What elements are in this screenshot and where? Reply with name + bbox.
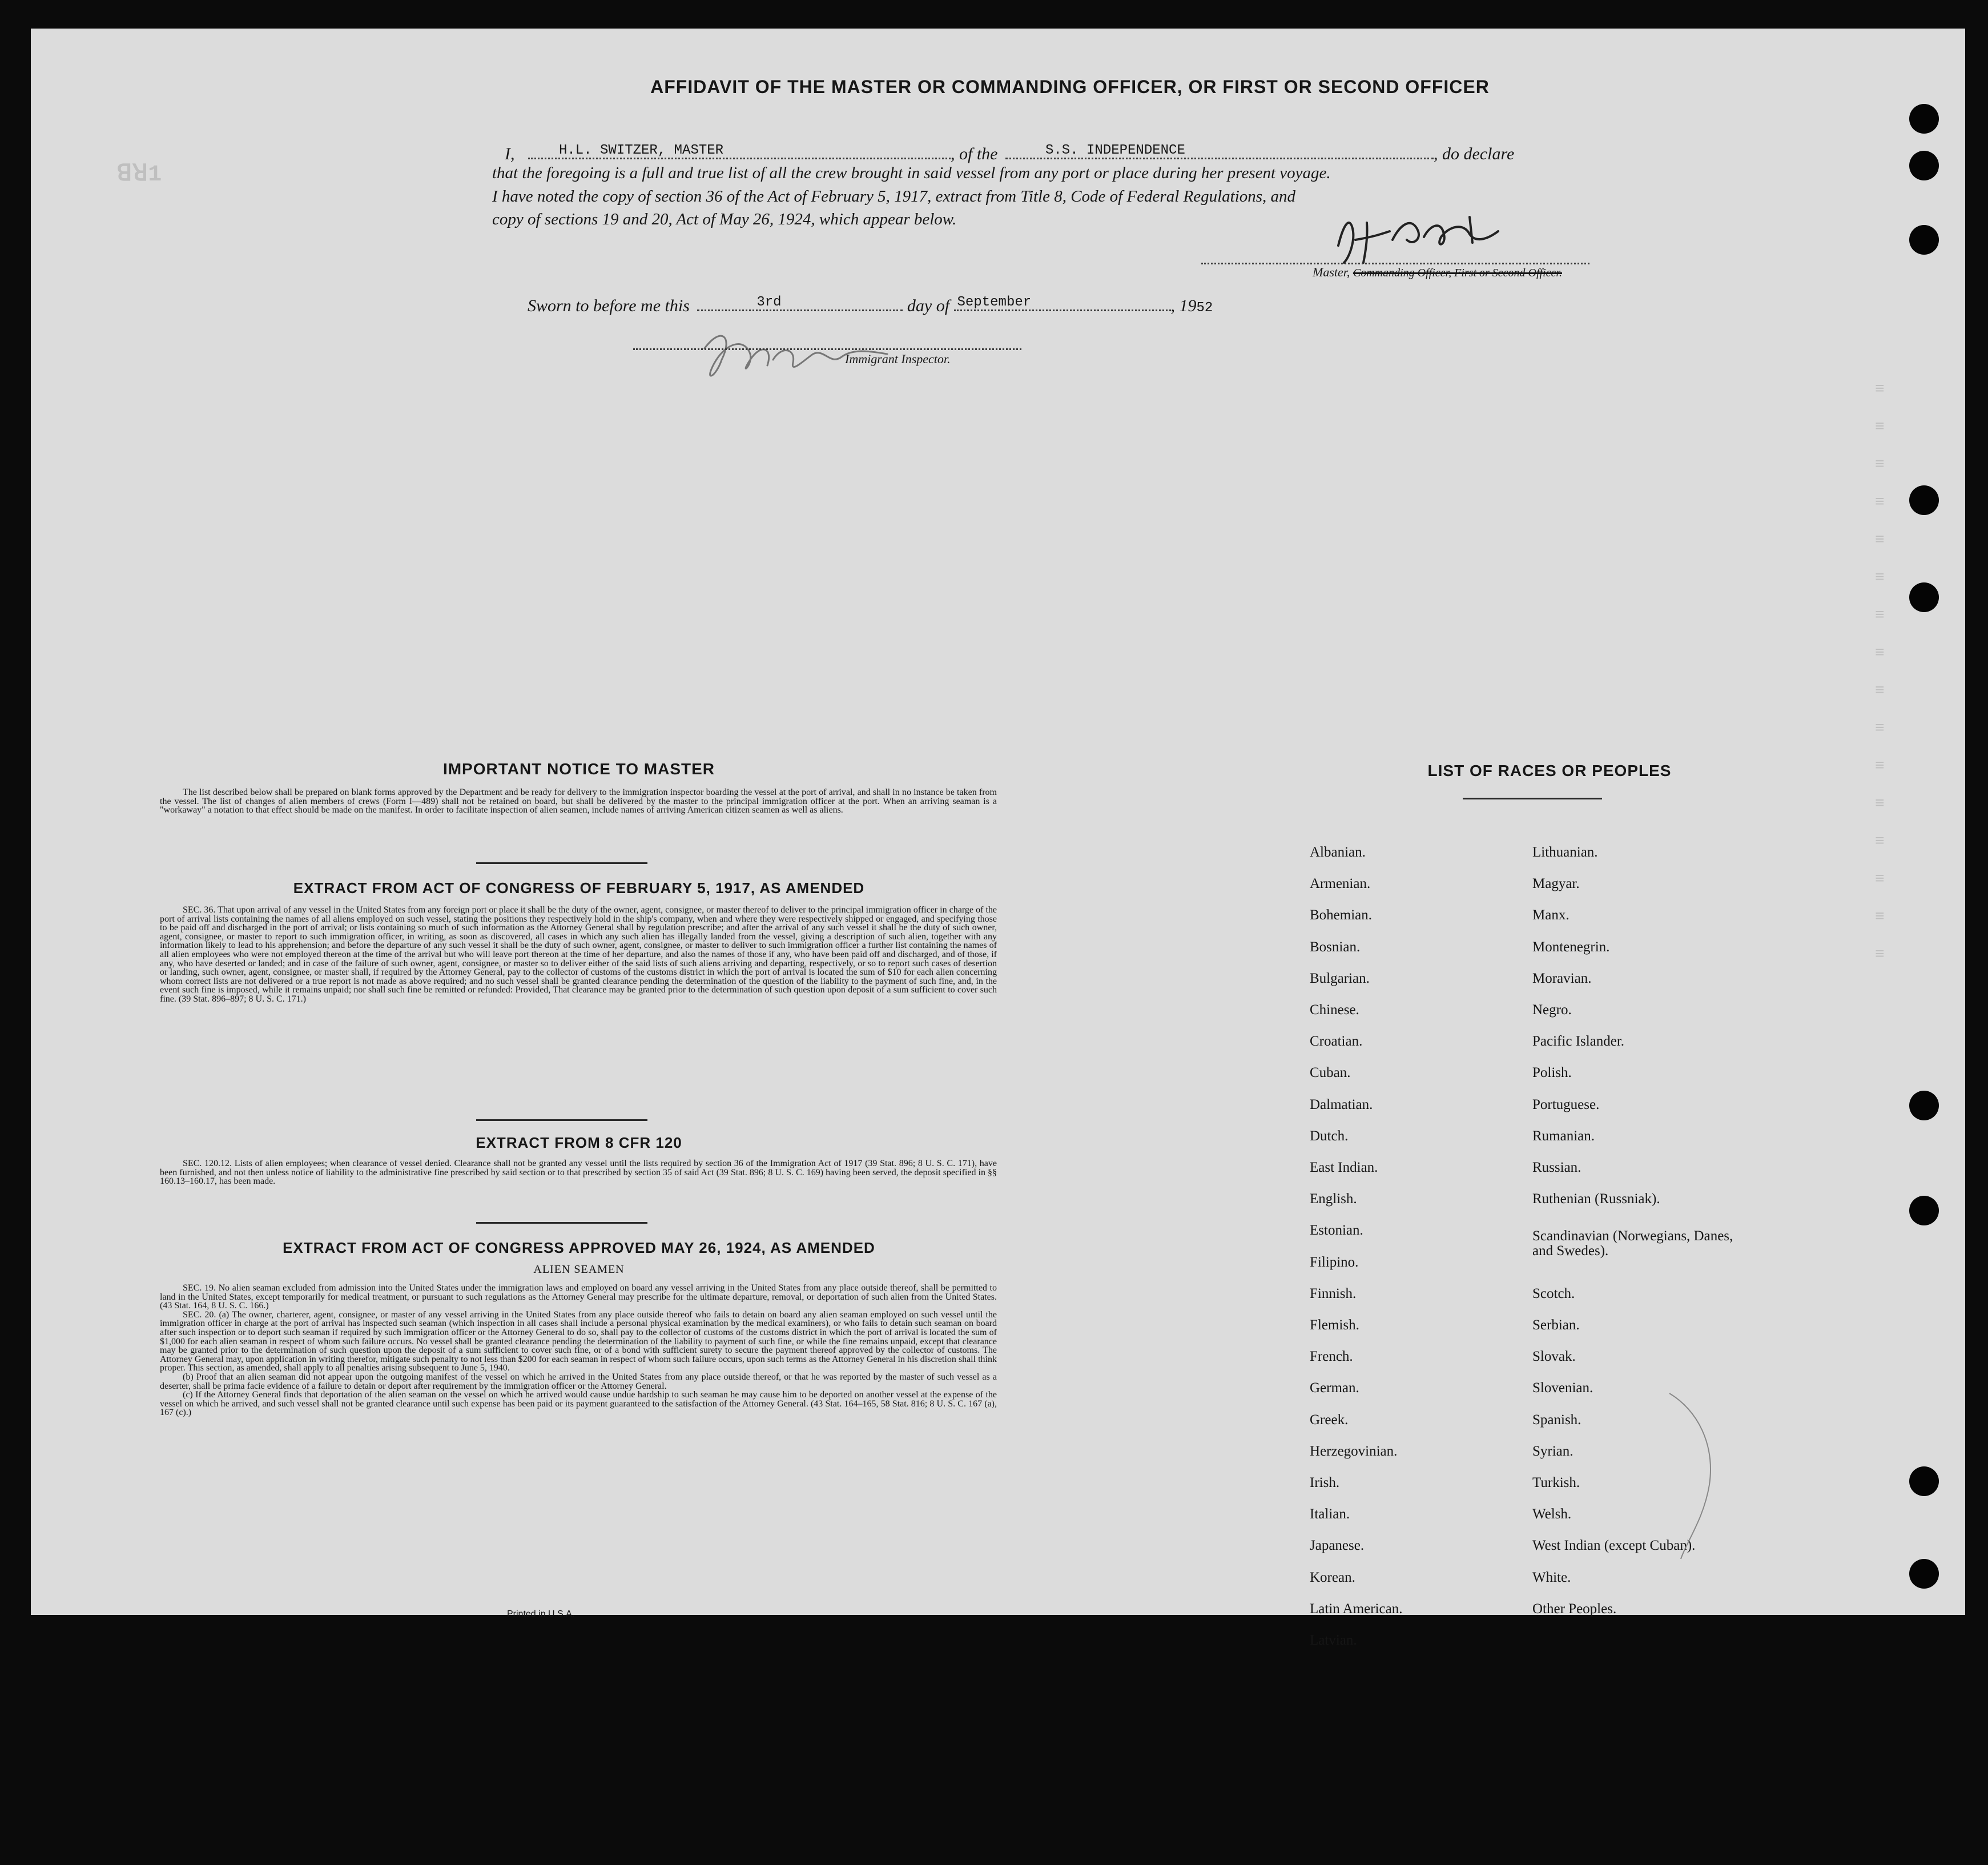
affidavit-line-1: [505, 140, 1589, 164]
punch-hole: [1909, 1466, 1939, 1496]
race-item: Filipino.: [1310, 1255, 1359, 1270]
master-label: Master,: [1313, 265, 1350, 279]
alien-seamen-subtitle: ALIEN SEAMEN: [533, 1263, 625, 1276]
race-item: Bohemian.: [1310, 907, 1373, 923]
struck-officer-title: Commanding Officer, First or Second Officer.: [1353, 267, 1562, 279]
extract-1924-body: [160, 1284, 997, 1417]
section-divider: [476, 1119, 647, 1121]
race-item: Pacific Islander.: [1532, 1034, 1625, 1049]
printed-in-usa: Printed in U.S.A.: [507, 1609, 575, 1619]
race-item: Russian.: [1532, 1160, 1581, 1175]
race-item: Finnish.: [1310, 1286, 1357, 1301]
day-value: 3rd: [756, 295, 782, 310]
race-item: German.: [1310, 1380, 1359, 1396]
vessel-name-value: S.S. INDEPENDENCE: [1045, 143, 1185, 158]
year-prefix: , 19: [1170, 296, 1197, 315]
race-item: Ruthenian (Russniak).: [1532, 1191, 1660, 1207]
punch-hole: [1909, 1091, 1939, 1120]
sec-20b-paragraph: (b) Proof that an alien seaman did not appear upon the outgoing manifest of the vessel on which he arrived in the United States from any place outside thereof, or that he was reported by the master of such vessel as a deserter, shall be prima facie evidence of a failure to detain or deport after requirement by the immigration officer or the Attorney General.: [160, 1372, 997, 1391]
form-page: [31, 29, 1965, 1648]
race-item: Serbian.: [1532, 1317, 1580, 1333]
race-item: Magyar.: [1532, 876, 1580, 891]
race-item: West Indian (except Cuban).: [1532, 1538, 1696, 1553]
race-item: Herzegovinian.: [1310, 1444, 1398, 1459]
race-item: Cuban.: [1310, 1065, 1351, 1080]
race-item: Flemish.: [1310, 1317, 1359, 1333]
race-item: Slovak.: [1532, 1349, 1576, 1364]
race-item: Portuguese.: [1532, 1097, 1600, 1112]
punch-hole: [1909, 104, 1939, 134]
race-item: Spanish.: [1532, 1412, 1581, 1428]
master-name-field: [528, 140, 951, 159]
punch-hole: [1909, 1559, 1939, 1589]
punch-hole: [1909, 225, 1939, 255]
race-item: Italian.: [1310, 1506, 1350, 1522]
extract-cfr-body: [160, 1159, 997, 1186]
affidavit-line-2: that the foregoing is a full and true list of all the crew brought in said vessel from any port or place during her present voyage.: [492, 164, 1331, 182]
signature-caption: [1313, 265, 1562, 280]
punch-hole: [1909, 151, 1939, 180]
affidavit-line-3: I have noted the copy of section 36 of the Act of February 5, 1917, extract from Title 8, Code of Federal Regulations, and: [492, 187, 1296, 206]
race-item: Bulgarian.: [1310, 971, 1370, 986]
notice-title: IMPORTANT NOTICE TO MASTER: [442, 760, 715, 778]
race-item: Croatian.: [1310, 1034, 1363, 1049]
race-item: Moravian.: [1532, 971, 1592, 986]
sec-19-paragraph: SEC. 19. No alien seaman excluded from admission into the United States under the immigration laws and employed on board any vessel arriving in the United States from any place outside thereof, shall be permitted to land in the United States, except temporarily for medical treatment, or pursuant to such regulations as the Attorney General may prescribe for the ultimate departure, removal, or deportation of such alien from the United States. (43 Stat. 164, 8 U. S. C. 166.): [160, 1283, 997, 1311]
inspector-line: [633, 348, 1021, 350]
race-item: Rumanian.: [1532, 1128, 1595, 1144]
race-item: French.: [1310, 1349, 1353, 1364]
affidavit-title: AFFIDAVIT OF THE MASTER OR COMMANDING OFFICER, OR FIRST OR SECOND OFFICER: [650, 77, 1490, 97]
extract-cfr-title: EXTRACT FROM 8 CFR 120: [476, 1134, 682, 1151]
sworn-text: Sworn to before me this: [528, 296, 690, 315]
affidavit-line-4: copy of sections 19 and 20, Act of May 26, 1924, which appear below.: [492, 210, 957, 228]
section-divider: [476, 1222, 647, 1224]
race-item: Slovenian.: [1532, 1380, 1593, 1396]
race-item: Scotch.: [1532, 1286, 1575, 1301]
vessel-name-field: [1005, 140, 1434, 159]
month-field: [954, 292, 1171, 311]
extract-1917-title: EXTRACT FROM ACT OF CONGRESS OF FEBRUARY 5, 1917, AS AMENDED: [293, 879, 865, 897]
of-the-text: , of the: [951, 144, 998, 163]
sec-120-paragraph: SEC. 120.12. Lists of alien employees; when clearance of vessel denied. Clearance shall not be granted any vessel until the lists required by section 36 of the Immigration Act of 1917 (39 Stat. 896; 8 U. S. C. 171), have been furnished, and not then unless notice of liability to the administrative fine prescribed by said section or to that prescribed by section 35 of said Act (39 Stat. 896; 8 U. S. C. 169) having been served, the deposit specified in §§ 160.13–160.17, has been made.: [160, 1159, 997, 1187]
race-item: Irish.: [1310, 1475, 1340, 1490]
race-item: Latvian.: [1310, 1633, 1357, 1648]
race-item: Korean.: [1310, 1570, 1355, 1585]
year-value: 52: [1196, 300, 1213, 316]
race-item: Negro.: [1532, 1002, 1572, 1018]
race-item: Manx.: [1532, 907, 1570, 923]
section-divider: [476, 862, 647, 864]
race-item: Greek.: [1310, 1412, 1349, 1428]
day-field: [697, 292, 903, 311]
day-of-text: day of: [907, 296, 950, 315]
notice-body: [160, 788, 997, 815]
race-item: Scandinavian (Norwegians, Danes, and Swedes).: [1532, 1228, 1733, 1259]
bleed-through-column: ≡ ≡ ≡ ≡ ≡ ≡ ≡ ≡ ≡ ≡ ≡ ≡ ≡ ≡ ≡ ≡: [1875, 381, 1885, 964]
race-item: Albanian.: [1310, 845, 1366, 860]
race-item: White.: [1532, 1570, 1571, 1585]
inspector-label: Immigrant Inspector.: [845, 352, 951, 366]
punch-hole: [1909, 485, 1939, 515]
race-item: Latin American.: [1310, 1601, 1403, 1617]
races-divider: [1463, 798, 1602, 799]
race-item: Estonian.: [1310, 1223, 1363, 1238]
sec-20c-paragraph: (c) If the Attorney General finds that deportation of the alien seaman on the vessel on which he arrived would cause undue hardship to such seaman he may cause him to be deported on another vessel at the expense of the vessel on which he arrived, and such vessel shall not be granted clearance until such expense has been paid or its payment guaranteed to the satisfaction of the Attorney General. (43 Stat. 164–165, 58 Stat. 816; 8 U. S. C. 167 (a), 167 (c).): [160, 1390, 997, 1418]
race-item: English.: [1310, 1191, 1357, 1207]
race-item: Welsh.: [1532, 1506, 1572, 1522]
race-item: Armenian.: [1310, 876, 1371, 891]
pencil-mark: [1647, 1388, 1738, 1570]
race-item: Turkish.: [1532, 1475, 1580, 1490]
month-value: September: [957, 295, 1032, 310]
signature-line: [1201, 263, 1589, 264]
extract-1924-title: EXTRACT FROM ACT OF CONGRESS APPROVED MAY 26, 1924, AS AMENDED: [283, 1239, 875, 1256]
punch-hole: [1909, 582, 1939, 612]
sec-36-paragraph: SEC. 36. That upon arrival of any vessel in the United States from any foreign port or place it shall be the duty of the owner, agent, consignee, or master thereof to deliver to the principal immigration officer in charge of the port of arrival lists containing the names of all aliens employed on such vessel, stating the positions they respectively hold in the ship's company, when and where they were respectively shipped or engaged, and specifying those to be paid off and discharged in the port of arrival; or lists containing so much of such information as the Attorney General shall by regulation prescribe; and after the arrival of any such vessel it shall be the duty of such owner, agent, consignee, or master to report to such immigration officer, in writing, as soon as discovered, all cases in which any such alien has illegally landed from the vessel, giving a description of such alien, together with any information likely to lead to his apprehension; and before the departure of any such vessel it shall be the duty of such owner, agent, consignee, or master to deliver to such immigration officer a further list containing the names of all alien employees who were not employed thereon at the time of the arrival but who will leave port thereon at the time of her departure, and also the names of those if any, who have been paid off and discharged, and of those, if any, who have deserted or landed; and in case of the failure of such owner, agent, consignee, or master so to deliver either of the said lists of such aliens arriving and departing, respectively, or so to report such cases of desertion or landing, such owner, agent, consignee, or master shall, if required by the Attorney General, pay to the collector of customs of the customs district in which the port of arrival is located the sum of $10 for each alien concerning whom correct lists are not delivered or a true report is not made as above required; and no such vessel shall be granted clearance pending the determination of the question of the liability to the payment of such fine, and, in the event such fine is imposed, while it remains unpaid; nor shall such fine be remitted or refunded: Provided, That clearance may be granted prior to the determination of such question upon deposit of a sum sufficient to cover such fine. (39 Stat. 896–897; 8 U. S. C. 171.): [160, 905, 997, 1004]
do-declare-text: , do declare: [1434, 144, 1515, 163]
extract-1917-body: [160, 906, 997, 1004]
race-item: Dutch.: [1310, 1128, 1349, 1144]
affidavit-i: I,: [505, 144, 515, 163]
race-item: Montenegrin.: [1532, 939, 1610, 955]
race-item: Dalmatian.: [1310, 1097, 1373, 1112]
notice-paragraph: The list described below shall be prepared on blank forms approved by the Department and be ready for delivery to the immigration inspector boarding the vessel at the port of arrival, and shall in no instance be taken from the vessel. The list of changes of alien members of crews (Form I—489) shall not be retained on board, but shall be delivered by the master to the principal immigration officer at the port. When an arriving seaman is a "workaway" a notation to that effect should be made on the manifest. In order to facilitate inspection of alien seamen, include names of arriving American citizen seamen as well as aliens.: [160, 787, 997, 815]
race-item: Bosnian.: [1310, 939, 1361, 955]
bleed-through-number: ꓭꓤ1: [116, 162, 162, 188]
sec-20a-paragraph: SEC. 20. (a) The owner, charterer, agent, consignee, or master of any vessel arriving in the United States from any place outside thereof who fails to detain on board any alien seaman employed on such vessel until the immigration officer in charge at the port of arrival has inspected such seaman (which inspection in all cases shall include a personal physical examination by the medical examiners), or who fails to detain such seaman on board after such inspection or to deport such seaman if required by such immigration officer or the Attorney General to do so, shall pay to the collector of customs of the customs district in which the port of arrival is located the sum of $1,000 for each alien seaman in respect of whom such failure occurs. No vessel shall be granted clearance pending the determination of the liability to payment of such fine, or while the fine remains unpaid, except that clearance may be granted prior to the determination of such question upon the deposit of a sum sufficient to cover such fine, or of a bond with sufficient surety to secure the payment thereof approved by the collector of customs. The Attorney General may, upon application in writing therefor, mitigate such penalty to not less than $200 for each seaman in respect of whom such failure occurs, upon such terms as the Attorney General in his discretion shall think proper. This section, as amended, shall apply to all penalties arising subsequent to June 5, 1940.: [160, 1309, 997, 1373]
sworn-line: [528, 292, 1213, 316]
race-item: Japanese.: [1310, 1538, 1365, 1553]
race-item: Polish.: [1532, 1065, 1572, 1080]
race-item: Chinese.: [1310, 1002, 1359, 1018]
race-item: Lithuanian.: [1532, 845, 1598, 860]
race-item: East Indian.: [1310, 1160, 1378, 1175]
races-title: LIST OF RACES OR PEOPLES: [1427, 762, 1672, 779]
race-item: Syrian.: [1532, 1444, 1574, 1459]
master-name-value: H.L. SWITZER, MASTER: [559, 143, 724, 158]
race-item: Other Peoples.: [1532, 1601, 1617, 1617]
punch-hole: [1909, 1196, 1939, 1225]
